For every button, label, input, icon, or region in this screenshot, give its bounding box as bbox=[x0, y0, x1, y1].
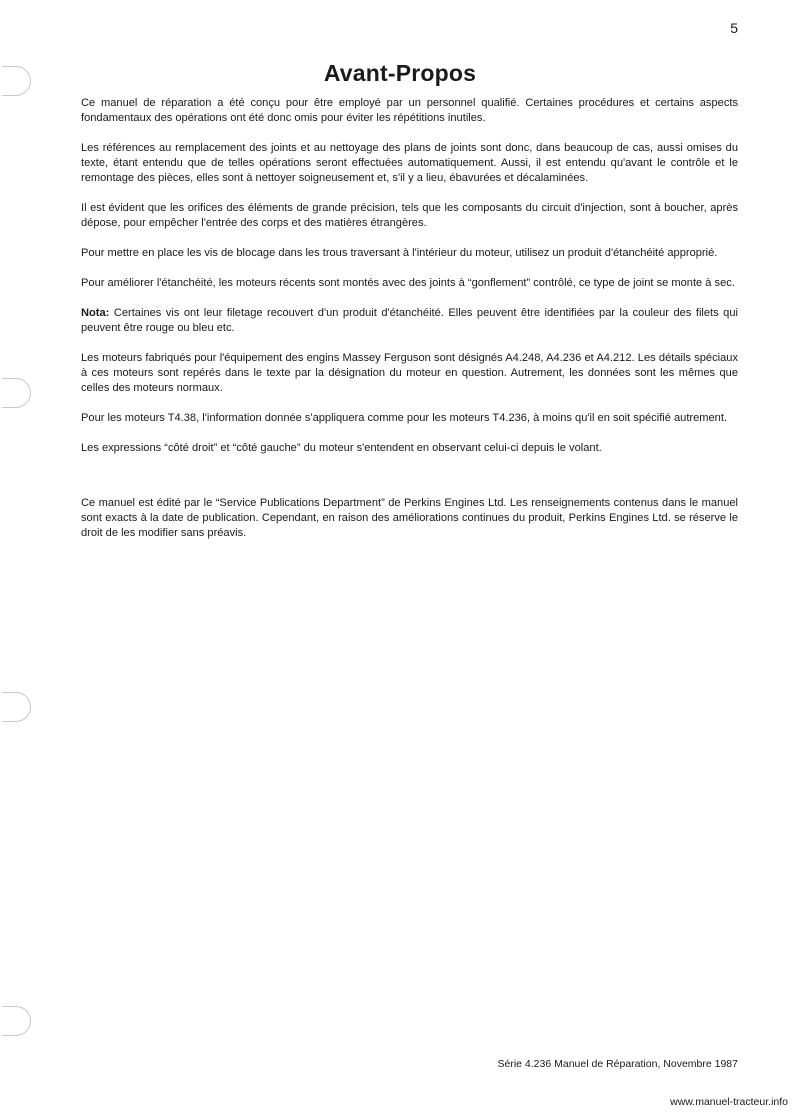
binder-hole bbox=[2, 692, 31, 722]
paragraph: Ce manuel de réparation a été conçu pour être employé par un personnel qualifié. Certaines procédures et certains aspects fondamentaux des opérations ont été donc omis pour éviter les répétitions inutiles. bbox=[81, 97, 738, 124]
publisher-paragraph: Ce manuel est édité par le “Service Publications Department” de Perkins Engines Ltd. Les renseignements contenus dans le manuel sont exacts à la date de publication. Cependant, en raison des améliorations continues du produit, Perkins Engines Ltd. se réserve le droit de les modifier sans préavis. bbox=[81, 497, 738, 539]
footer-website: www.manuel-tracteur.info bbox=[670, 1096, 788, 1108]
nota-label: Nota: bbox=[81, 307, 110, 319]
paragraph: Les moteurs fabriqués pour l'équipement des engins Massey Ferguson sont désignés A4.248, A4.236 et A4.212. Les détails spéciaux à ces moteurs sont repérés dans le texte par la désignation du moteur en question. Autrement, les données sont les mêmes que celles des moteurs normaux. bbox=[81, 352, 738, 394]
paragraph: Pour les moteurs T4.38, l'information donnée s'appliquera comme pour les moteurs T4.236, à moins qu'il en soit spécifié autrement. bbox=[81, 412, 728, 424]
page-title: Avant-Propos bbox=[323, 60, 477, 86]
binder-hole bbox=[2, 378, 31, 408]
paragraph: Pour améliorer l'étanchéité, les moteurs récents sont montés avec des joints à “gonflement” contrôlé, ce type de joint se monte à sec. bbox=[81, 277, 735, 289]
page-number: 5 bbox=[730, 20, 738, 36]
nota-text: Certaines vis ont leur filetage recouvert d'un produit d'étanchéité. Elles peuvent être identifiées par la couleur des filets qui peuvent être rouge ou bleu etc. bbox=[81, 307, 738, 334]
nota-paragraph bbox=[81, 306, 738, 336]
binder-hole bbox=[2, 1006, 31, 1036]
paragraph: Les références au remplacement des joints et au nettoyage des plans de joints sont donc, dans beaucoup de cas, aussi omises du texte, étant entendu que de telles opérations seront effectuées automatiquement. Aussi, il est entendu qu'avant le contrôle et le remontage des pièces, elles sont à nettoyer soigneusement et, s'il y a lieu, ébavurées et décalaminées. bbox=[81, 142, 738, 184]
paragraph: Il est évident que les orifices des éléments de grande précision, tels que les composants du circuit d'injection, sont à boucher, après dépose, pour empêcher l'entrée des corps et des matières étrangères. bbox=[81, 202, 738, 229]
foreword-body bbox=[81, 96, 738, 556]
paragraph: Pour mettre en place les vis de blocage dans les trous traversant à l'intérieur du moteur, utilisez un produit d'étanchéité approprié. bbox=[81, 247, 718, 259]
footer-series: Série 4.236 Manuel de Réparation, Novembre 1987 bbox=[497, 1058, 738, 1070]
paragraph: Les expressions “côté droit” et “côté gauche” du moteur s'entendent en observant celui-ci depuis le volant. bbox=[81, 442, 602, 454]
